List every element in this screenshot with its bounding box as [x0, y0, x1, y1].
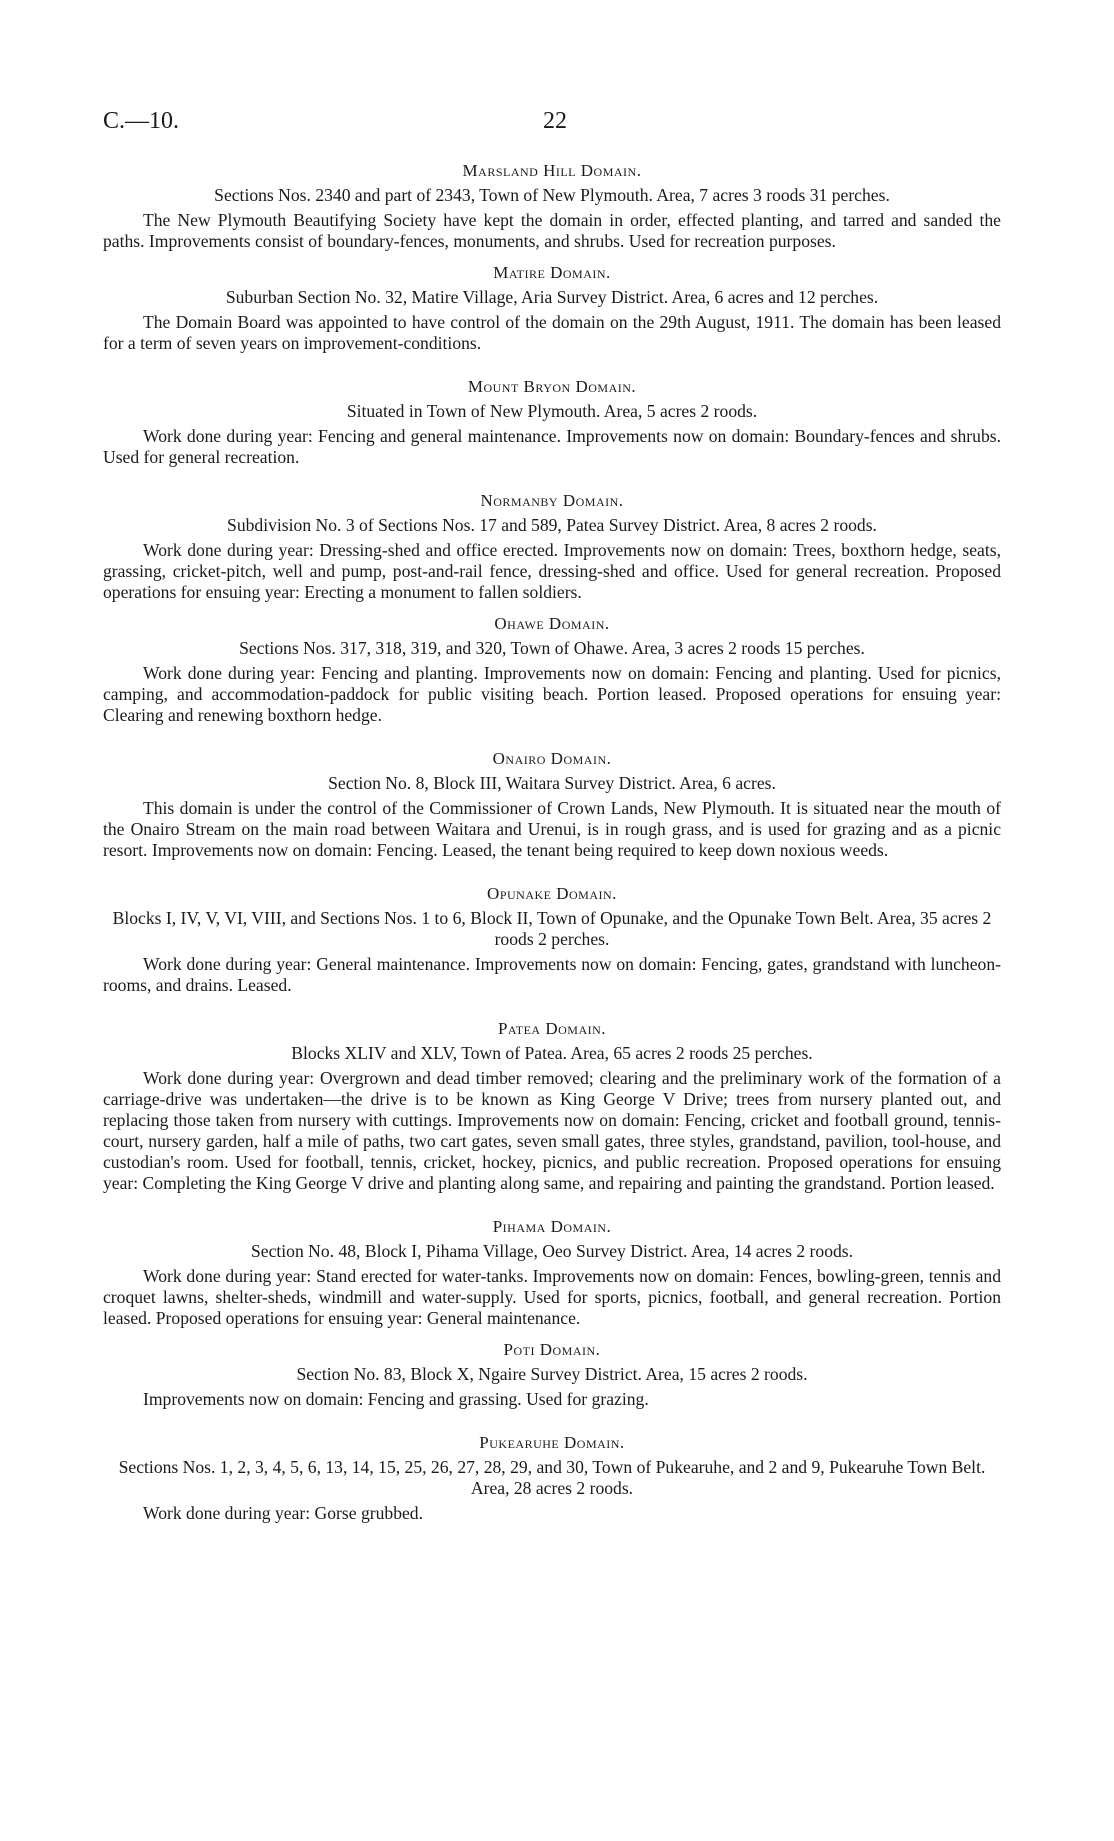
domain-title: Opunake Domain.	[487, 884, 617, 903]
domain-location: Section No. 8, Block III, Waitara Survey District. Area, 6 acres.	[328, 773, 776, 793]
page-header	[103, 108, 1003, 142]
domain-title: Patea Domain.	[497, 1019, 607, 1038]
domain-section	[103, 1339, 1001, 1410]
domain-title: Matire Domain.	[493, 263, 611, 282]
domain-location: Sections Nos. 2340 and part of 2343, Town of New Plymouth. Area, 7 acres 3 roods 31 perches.	[214, 185, 890, 205]
domain-description: Work done during year: Gorse grubbed.	[143, 1503, 424, 1523]
domain-description: The New Plymouth Beautifying Society have kept the domain in order, effected planting, and tarred and sanded the paths. Improvements consist of boundary-fences, monuments, and shrubs. Used for recreation purposes.	[103, 210, 1001, 251]
domain-title: Marsland Hill Domain.	[462, 161, 642, 180]
domain-description: Work done during year: Stand erected for water-tanks. Improvements now on domain: Fences, bowling-green, tennis and croquet lawns, shelter-sheds, windmill and water-supply. Used for sports, picnics, football, and general recreation. Portion leased. Proposed operations for ensuing year: General maintenance.	[103, 1266, 1001, 1328]
domain-description: Work done during year: Dressing-shed and office erected. Improvements now on domain: Trees, boxthorn hedge, seats, grassing, cricket-pitch, well and pump, post-and-rail fence, dressing-shed and office. Used for general recreation. Proposed operations for ensuing year: Erecting a monument to fallen soldiers.	[103, 540, 1001, 602]
domain-location: Subdivision No. 3 of Sections Nos. 17 and 589, Patea Survey District. Area, 8 acres 2 roods.	[227, 515, 877, 535]
domain-location: Sections Nos. 1, 2, 3, 4, 5, 6, 13, 14, 15, 25, 26, 27, 28, 29, and 30, Town of Pukearuhe, and 2 and 9, Pukearuhe Town Belt. Area, 28 acres 2 roods.	[118, 1457, 986, 1498]
domain-location: Sections Nos. 317, 318, 319, and 320, Town of Ohawe. Area, 3 acres 2 roods 15 perches.	[239, 638, 865, 658]
domain-description: Work done during year: Fencing and general maintenance. Improvements now on domain: Boundary-fences and shrubs. Used for general recreation.	[103, 426, 1001, 467]
domain-title: Onairo Domain.	[492, 749, 612, 768]
domain-section	[103, 1018, 1001, 1194]
domain-title: Pukearuhe Domain.	[479, 1433, 625, 1452]
domain-location: Situated in Town of New Plymouth. Area, 5 acres 2 roods.	[346, 401, 758, 421]
domain-section	[103, 376, 1001, 468]
domain-description: The Domain Board was appointed to have control of the domain on the 29th August, 1911. The domain has been leased for a term of seven years on improvement-conditions.	[103, 312, 1001, 353]
domain-location: Section No. 83, Block X, Ngaire Survey District. Area, 15 acres 2 roods.	[296, 1364, 808, 1384]
domain-section	[103, 1432, 1001, 1524]
domain-list	[103, 160, 1001, 1524]
domain-section	[103, 262, 1001, 354]
report-reference: C.—10.	[103, 108, 180, 134]
domain-description: Work done during year: Overgrown and dead timber removed; clearing and the preliminary work of the formation of a carriage-drive was undertaken—the drive is to be known as King George V Drive; trees from nursery planted out, and replacing those taken from nursery with cuttings. Improvements now on domain: Fencing, cricket and football ground, tennis-court, nursery garden, half a mile of paths, two cart gates, seven small gates, three styles, grandstand, pavilion, tool-house, and custodian's room. Used for football, tennis, cricket, hockey, picnics, and public recreation. Proposed operations for ensuing year: Completing the King George V drive and planting along same, and repairing and painting the grandstand. Portion leased.	[103, 1068, 1001, 1193]
domain-title: Normanby Domain.	[480, 491, 624, 510]
domain-title: Pihama Domain.	[492, 1217, 612, 1236]
domain-description: Work done during year: General maintenance. Improvements now on domain: Fencing, gates, grandstand with luncheon-rooms, and drains. Leased.	[103, 954, 1001, 995]
domain-description: Improvements now on domain: Fencing and grassing. Used for grazing.	[143, 1389, 649, 1409]
domain-description: Work done during year: Fencing and planting. Improvements now on domain: Fencing and planting. Used for picnics, camping, and accommodation-paddock for public visiting beach. Portion leased. Proposed operations for ensuing year: Clearing and renewing boxthorn hedge.	[103, 663, 1001, 725]
domain-location: Section No. 48, Block I, Pihama Village, Oeo Survey District. Area, 14 acres 2 roods.	[250, 1241, 854, 1261]
domain-section	[103, 490, 1001, 603]
domain-title: Ohawe Domain.	[494, 614, 610, 633]
domain-section	[103, 613, 1001, 726]
domain-section	[103, 883, 1001, 996]
domain-section	[103, 1216, 1001, 1329]
domain-location: Suburban Section No. 32, Matire Village, Aria Survey District. Area, 6 acres and 12 perches.	[225, 287, 879, 307]
domain-description: This domain is under the control of the Commissioner of Crown Lands, New Plymouth. It is situated near the mouth of the Onairo Stream on the main road between Waitara and Urenui, is in rough grass, and is used for grazing and as a picnic resort. Improvements now on domain: Fencing. Leased, the tenant being required to keep down noxious weeds.	[103, 798, 1001, 860]
domain-title: Mount Bryon Domain.	[467, 377, 637, 396]
domain-section	[103, 748, 1001, 861]
domain-title: Poti Domain.	[503, 1340, 601, 1359]
page-number: 22	[543, 108, 567, 134]
domain-location: Blocks I, IV, V, VI, VIII, and Sections Nos. 1 to 6, Block II, Town of Opunake, and the Opunake Town Belt. Area, 35 acres 2 roods 2 perches.	[112, 908, 992, 949]
domain-section	[103, 160, 1001, 252]
domain-location: Blocks XLIV and XLV, Town of Patea. Area, 65 acres 2 roods 25 perches.	[291, 1043, 813, 1063]
